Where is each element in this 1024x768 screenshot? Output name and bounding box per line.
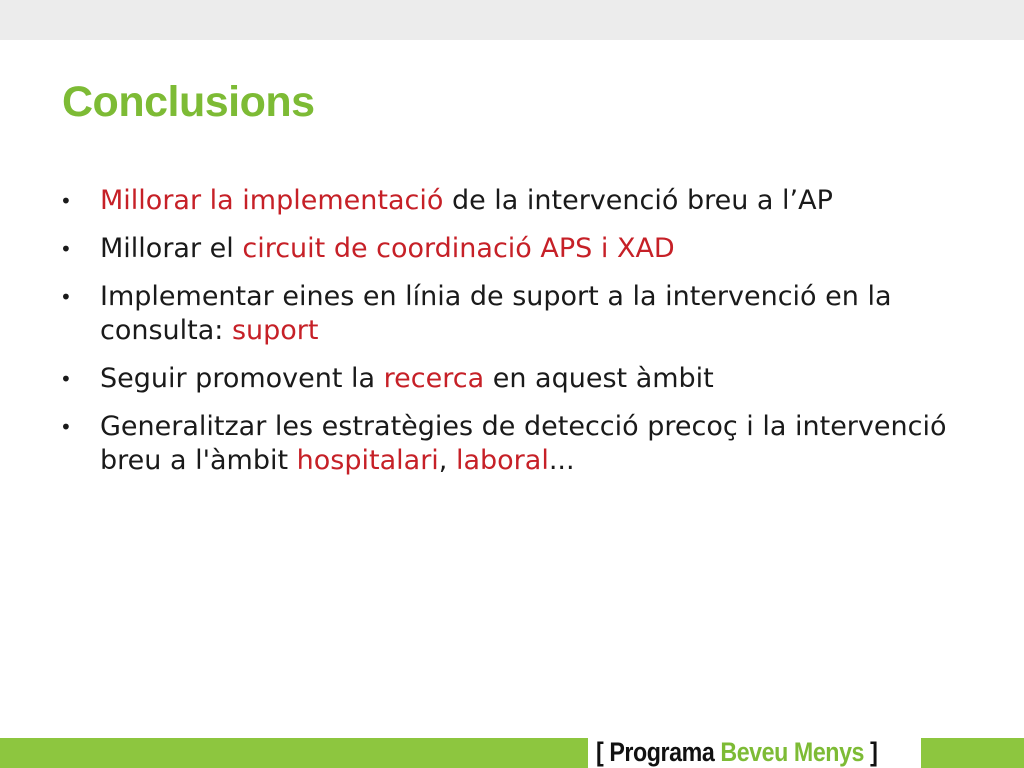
program-logo [596,736,877,768]
bullet-text: Millorar el [100,233,243,264]
logo-open-bracket: [ [596,737,604,767]
bullet-item [60,410,960,478]
bullet-dot-icon: • [60,285,72,309]
bullet-item [60,280,960,348]
bullet-highlight-text: hospitalari [296,445,439,476]
bullet-dot-icon: • [60,415,72,439]
bullet-text: Seguir promovent la [100,363,384,394]
bullet-dot-icon: • [60,367,72,391]
logo-word-programa: Programa [609,737,715,767]
bullet-highlight-text: suport [231,315,319,346]
bullet-text: en aquest àmbit [484,363,714,394]
bullet-item [60,232,960,266]
bullet-text: Generalitzar les estratègies de detecció precoç i la intervenció breu a l'àmbit [100,411,947,476]
bullet-highlight-text: Millorar la implementació [100,185,444,216]
top-band [0,0,1024,40]
bullet-list [60,184,960,492]
bullet-text: Implementar eines en línia de suport a la intervenció en la consulta: [100,281,892,346]
bullet-dot-icon: • [60,189,72,213]
bullet-item [60,362,960,396]
slide-title: Conclusions [62,78,315,126]
bullet-highlight-text: circuit de coordinació APS i XAD [242,233,675,264]
bullet-text: ... [548,445,575,476]
bullet-item [60,184,960,218]
logo-word-beveu-menys: Beveu Menys [720,737,865,767]
bullet-text: , [438,445,456,476]
bullet-highlight-text: recerca [383,363,485,394]
logo-close-bracket: ] [870,737,878,767]
bullet-text: de la intervenció breu a l’AP [443,185,833,216]
bullet-dot-icon: • [60,237,72,261]
bullet-highlight-text: laboral [455,445,549,476]
